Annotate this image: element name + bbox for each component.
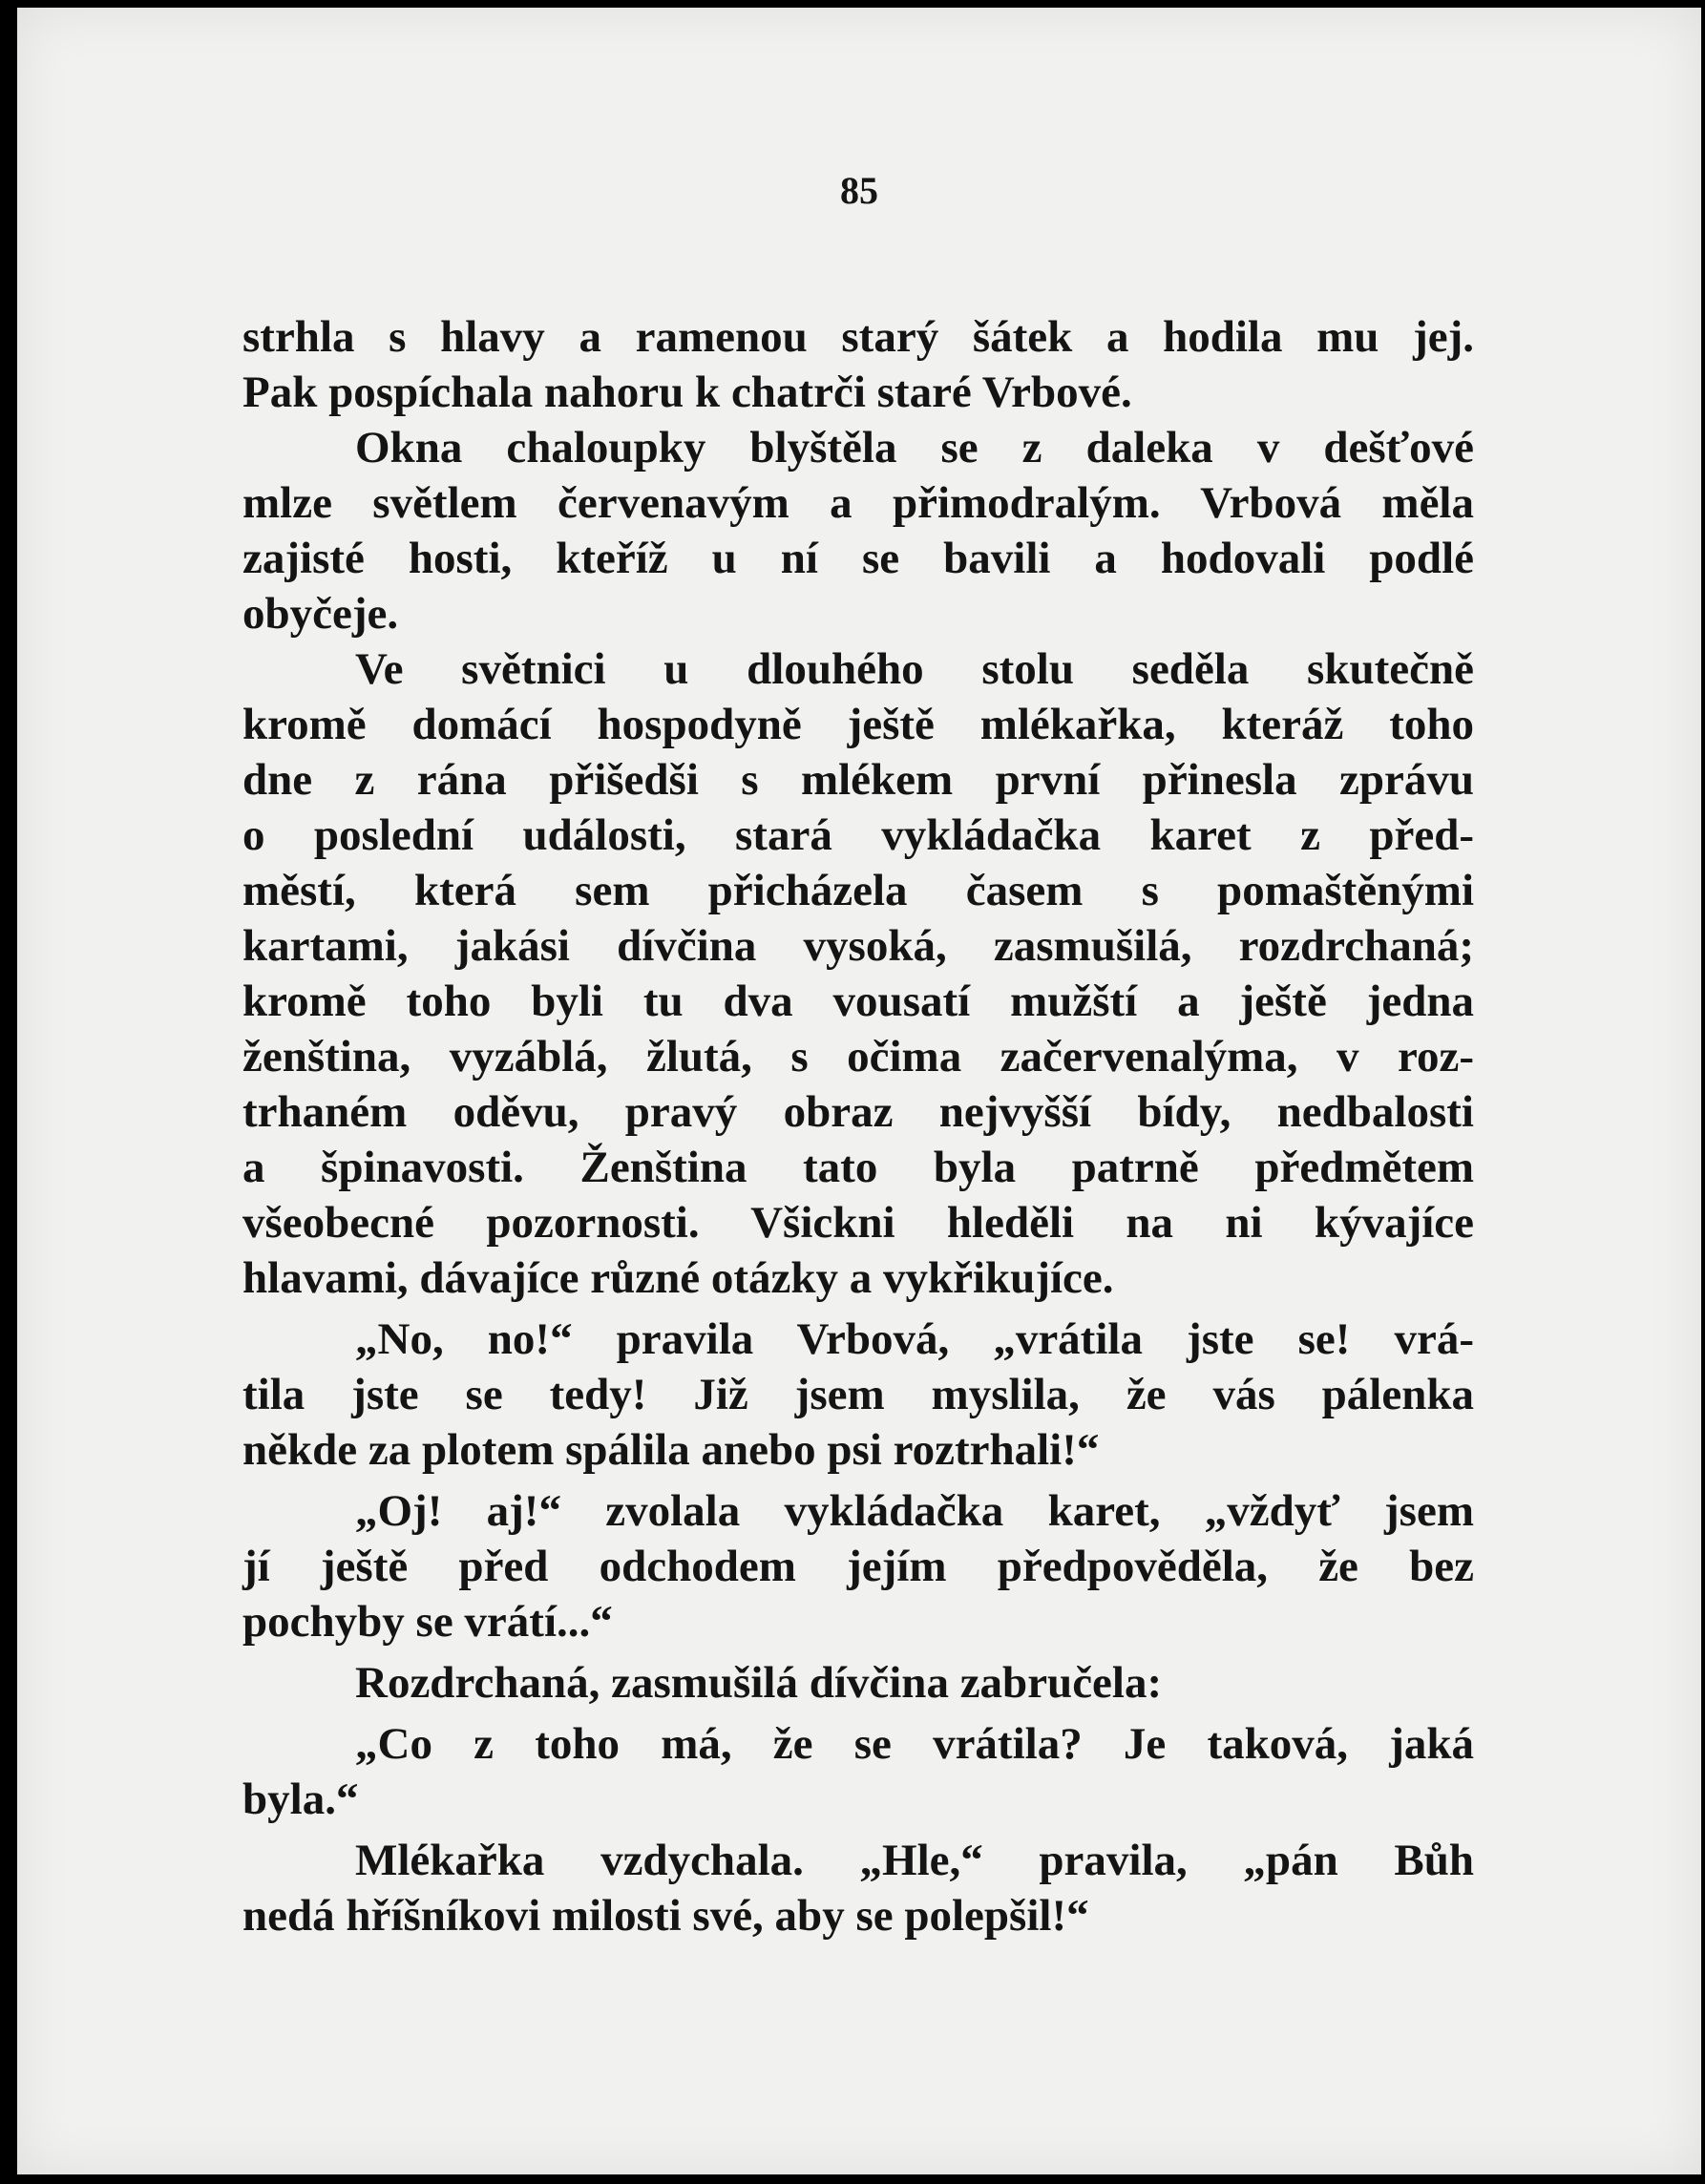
text-line: všeobecné pozornosti. Všickni hleděli na ni kývajíce xyxy=(242,1198,1474,1248)
text-line: nedá hříšníkovi milosti své, aby se polepšil!“ xyxy=(242,1891,1089,1941)
text-line: zajisté hosti, kteříž u ní se bavili a hodovali podlé xyxy=(242,534,1474,583)
text-line: a špinavosti. Ženština tato byla patrně předmětem xyxy=(242,1143,1474,1192)
text-line: mlze světlem červenavým a přimodralým. Vrbová měla xyxy=(242,478,1474,528)
text-line: Ve světnici u dlouhého stolu seděla skutečně xyxy=(355,644,1474,694)
text-line: kromě domácí hospodyně ještě mlékařka, kteráž toho xyxy=(242,700,1474,749)
text-line: městí, která sem přicházela časem s pomaštěnými xyxy=(242,866,1474,915)
text-line: „No, no!“ pravila Vrbová, „vrátila jste se! vrá- xyxy=(355,1314,1474,1364)
text-line: Rozdrchaná, zasmušilá dívčina zabručela: xyxy=(355,1658,1163,1708)
text-line: pochyby se vrátí...“ xyxy=(242,1597,613,1647)
text-line: „Co z toho má, že se vrátila? Je taková, jaká xyxy=(355,1719,1474,1769)
text-line: trhaném oděvu, pravý obraz nejvyšší bídy, nedbalosti xyxy=(242,1087,1474,1137)
text-line: kromě toho byli tu dva vousatí mužští a ještě jedna xyxy=(242,976,1474,1026)
text-line: obyčeje. xyxy=(242,589,399,639)
text-line: Pak pospíchala nahoru k chatrči staré Vrbové. xyxy=(242,368,1132,417)
text-line: hlavami, dávajíce různé otázky a vykřikujíce. xyxy=(242,1253,1114,1303)
text-line: Mlékařka vzdychala. „Hle,“ pravila, „pán Bůh xyxy=(355,1836,1474,1885)
text-line: byla.“ xyxy=(242,1774,359,1824)
text-line: někde za plotem spálila anebo psi roztrhali!“ xyxy=(242,1425,1100,1475)
page-number: 85 xyxy=(840,169,878,212)
text-line: jí ještě před odchodem jejím předpověděla, že bez xyxy=(242,1542,1474,1591)
text-line: tila jste se tedy! Již jsem myslila, že vás pálenka xyxy=(242,1370,1474,1419)
text-line: „Oj! aj!“ zvolala vykládačka karet, „vždyť jsem xyxy=(355,1486,1474,1536)
text-line: Okna chaloupky blyštěla se z daleka v dešťové xyxy=(355,423,1474,472)
text-line: o poslední události, stará vykládačka karet z před- xyxy=(242,810,1474,860)
page-text xyxy=(242,309,1474,1943)
text-line: ženština, vyzáblá, žlutá, s očima začervenalýma, v roz- xyxy=(242,1032,1474,1082)
text-line: dne z rána přišedši s mlékem první přinesla zprávu xyxy=(242,755,1474,805)
book-page xyxy=(17,8,1701,2174)
text-line: kartami, jakási dívčina vysoká, zasmušilá, rozdrchaná; xyxy=(242,921,1474,971)
text-line: strhla s hlavy a ramenou starý šátek a hodila mu jej. xyxy=(242,312,1474,362)
